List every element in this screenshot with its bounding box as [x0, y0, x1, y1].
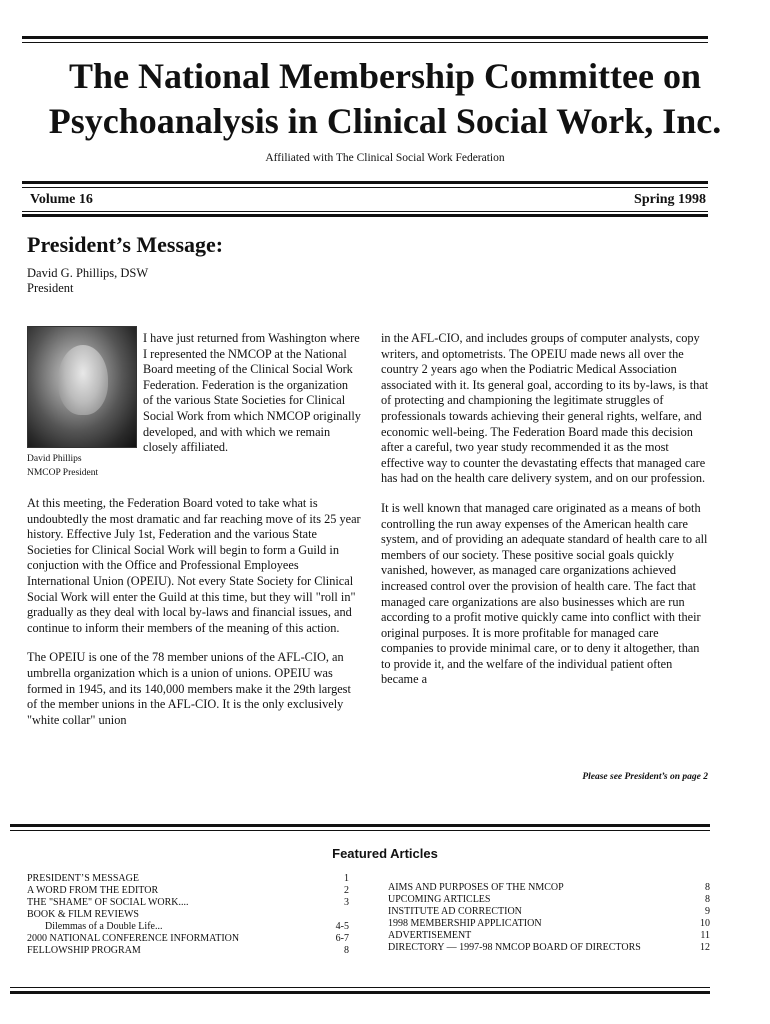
- toc-item-label: UPCOMING ARTICLES: [388, 894, 491, 905]
- toc-item-label: AIMS AND PURPOSES OF THE NMCOP: [388, 882, 564, 893]
- affiliation-line: Affiliated with The Clinical Social Work Federation: [265, 152, 505, 164]
- top-rule-thick: [22, 36, 708, 39]
- paragraph-guild: At this meeting, the Federation Board voted to take what is undoubtedly the most dramatic and far reaching move of its 25 year history. Effective July 1st, Federation and the various State Societies for Clinical Social Work will begin to form a Guild in conjuction with the Office and Professional Employees International Union (OPEIU). Not every State Society for Clinical Social Work will enter the Guild at this time, but they will "roll in" gradually as they deal with local by-laws and financial issues, and continue to inform their members of the meaning of this action.: [27, 496, 361, 635]
- volume-rule-top-thin: [22, 187, 708, 188]
- paragraph-managed-care: It is well known that managed care originated as a means of both controlling the run away expenses of the American health care system, and of providing an adequate standard of health care to all members of our society. These positive social goals quickly vanished, however, as managed care organizations achieved increased control over the provision of health care. The fact that managed care organizations are also businesses which are run according to a profit motive quickly came into conflict with their original purposes. It is more profitable for managed care companies to provide minimal care, or to deny it altogether, than to provide it, and the welfare of the individual patient often became a: [381, 500, 708, 687]
- volume-rule-top-thick: [22, 181, 708, 184]
- toc-item-label: THE "SHAME" OF SOCIAL WORK....: [27, 897, 189, 908]
- toc-item-label: INSTITUTE AD CORRECTION: [388, 906, 522, 917]
- toc-item[interactable]: [388, 930, 710, 942]
- toc-item-label: A WORD FROM THE EDITOR: [27, 885, 159, 896]
- toc-item[interactable]: [27, 897, 349, 909]
- masthead-title-line-1: The National Membership Committee on: [69, 56, 701, 96]
- toc-item-page: 8: [705, 882, 710, 893]
- toc-item[interactable]: [27, 873, 349, 885]
- photo-caption-name: David Phillips: [27, 454, 82, 464]
- top-rule-thin: [22, 42, 708, 43]
- author-role: President: [27, 281, 74, 295]
- toc-item-page: 8: [344, 945, 349, 956]
- toc-item[interactable]: [27, 933, 349, 945]
- toc-item[interactable]: [27, 885, 349, 897]
- toc-item-page: 10: [700, 918, 710, 929]
- photo-caption: [27, 452, 98, 480]
- toc-item[interactable]: [388, 894, 710, 906]
- toc-item-page: [325, 909, 349, 921]
- toc-item-page: 9: [705, 906, 710, 917]
- toc-item-page: 2: [344, 885, 349, 896]
- photo-caption-role: NMCOP President: [27, 468, 99, 478]
- featured-rule-thin: [10, 830, 710, 831]
- left-column: [27, 496, 361, 742]
- toc-item[interactable]: [27, 921, 349, 933]
- issue-season: Spring 1998: [634, 192, 706, 207]
- president-photo-face: [58, 345, 108, 415]
- toc-item-page: 4-5: [335, 921, 349, 932]
- volume-number: Volume 16: [30, 192, 93, 207]
- toc-item-label: PRESIDENT’S MESSAGE: [27, 873, 139, 884]
- featured-articles-title: Featured Articles: [332, 846, 438, 861]
- toc-item[interactable]: [388, 918, 710, 930]
- toc-item-page: 3: [344, 897, 349, 908]
- volume-rule-bottom-thick: [22, 214, 708, 217]
- paragraph-afl-cio: in the AFL-CIO, and includes groups of computer analysts, copy writers, and optometrists. The OPEIU made news all over the country 2 years ago when the Podiatric Medical Association associated with it. Its general goal, according to its by-laws, is that of protecting and championing the legitimate struggles of professionals towards achieving their general rights, welfare, and economic well-being. The Federation Board made this decision after a careful, two year study recommended it as the most effective way to counter the devastating effects that managed care has had on the health care delivery system, and on our profession.: [381, 331, 709, 486]
- paragraph-opeiu: The OPEIU is one of the 78 member unions of the AFL-CIO, an umbrella organization which is a union of unions. OPEIU was formed in 1945, and its 140,000 members make it the 29th largest of the member unions in the AFL-CIO. It is the only exclusively "white collar" union: [27, 650, 351, 727]
- author-block: [27, 266, 148, 296]
- toc-item-label: Dilemmas of a Double Life...: [45, 921, 163, 932]
- bottom-rule-thick: [10, 991, 710, 994]
- author-name: David G. Phillips, DSW: [27, 266, 149, 280]
- volume-rule-bottom-thin: [22, 211, 708, 212]
- toc-item[interactable]: [388, 942, 710, 954]
- toc-item-page: 11: [700, 930, 710, 941]
- continued-note[interactable]: Please see President’s on page 2: [582, 772, 708, 782]
- masthead-title-line-2: Psychoanalysis in Clinical Social Work, Inc.: [48, 101, 722, 141]
- toc-item-page: 8: [705, 894, 710, 905]
- right-column: [381, 331, 711, 690]
- toc-item-page: 6-7: [335, 933, 349, 944]
- president-photo: [27, 326, 137, 448]
- toc-item-page: 1: [344, 873, 349, 884]
- toc-item-label: DIRECTORY — 1997-98 NMCOP BOARD OF DIRECTORS: [388, 942, 641, 953]
- toc-item-label: FELLOWSHIP PROGRAM: [27, 945, 141, 956]
- toc-item[interactable]: [388, 906, 710, 918]
- presidents-message-title: President’s Message:: [27, 232, 224, 257]
- toc-item[interactable]: [27, 909, 349, 921]
- bottom-rule-thin: [10, 987, 710, 988]
- intro-paragraph: I have just returned from Washington where I represented the NMCOP at the National Board meeting of the Clinical Social Work Federation. Federation is the organization of the various State Societies for Clinical Social Work from which NMCOP originally developed, and with which we remain closely affiliated.: [143, 331, 361, 455]
- toc-left: [27, 873, 349, 957]
- toc-item-label: BOOK & FILM REVIEWS: [27, 909, 139, 920]
- toc-item-label: 1998 MEMBERSHIP APPLICATION: [388, 918, 542, 929]
- toc-item[interactable]: [27, 945, 349, 957]
- toc-item-label: 2000 NATIONAL CONFERENCE INFORMATION: [27, 933, 240, 944]
- toc-item-page: 12: [700, 942, 710, 953]
- featured-rule-thick: [10, 824, 710, 827]
- toc-item-label: ADVERTISEMENT: [388, 930, 472, 941]
- toc-item[interactable]: [388, 882, 710, 894]
- toc-right: [388, 882, 710, 954]
